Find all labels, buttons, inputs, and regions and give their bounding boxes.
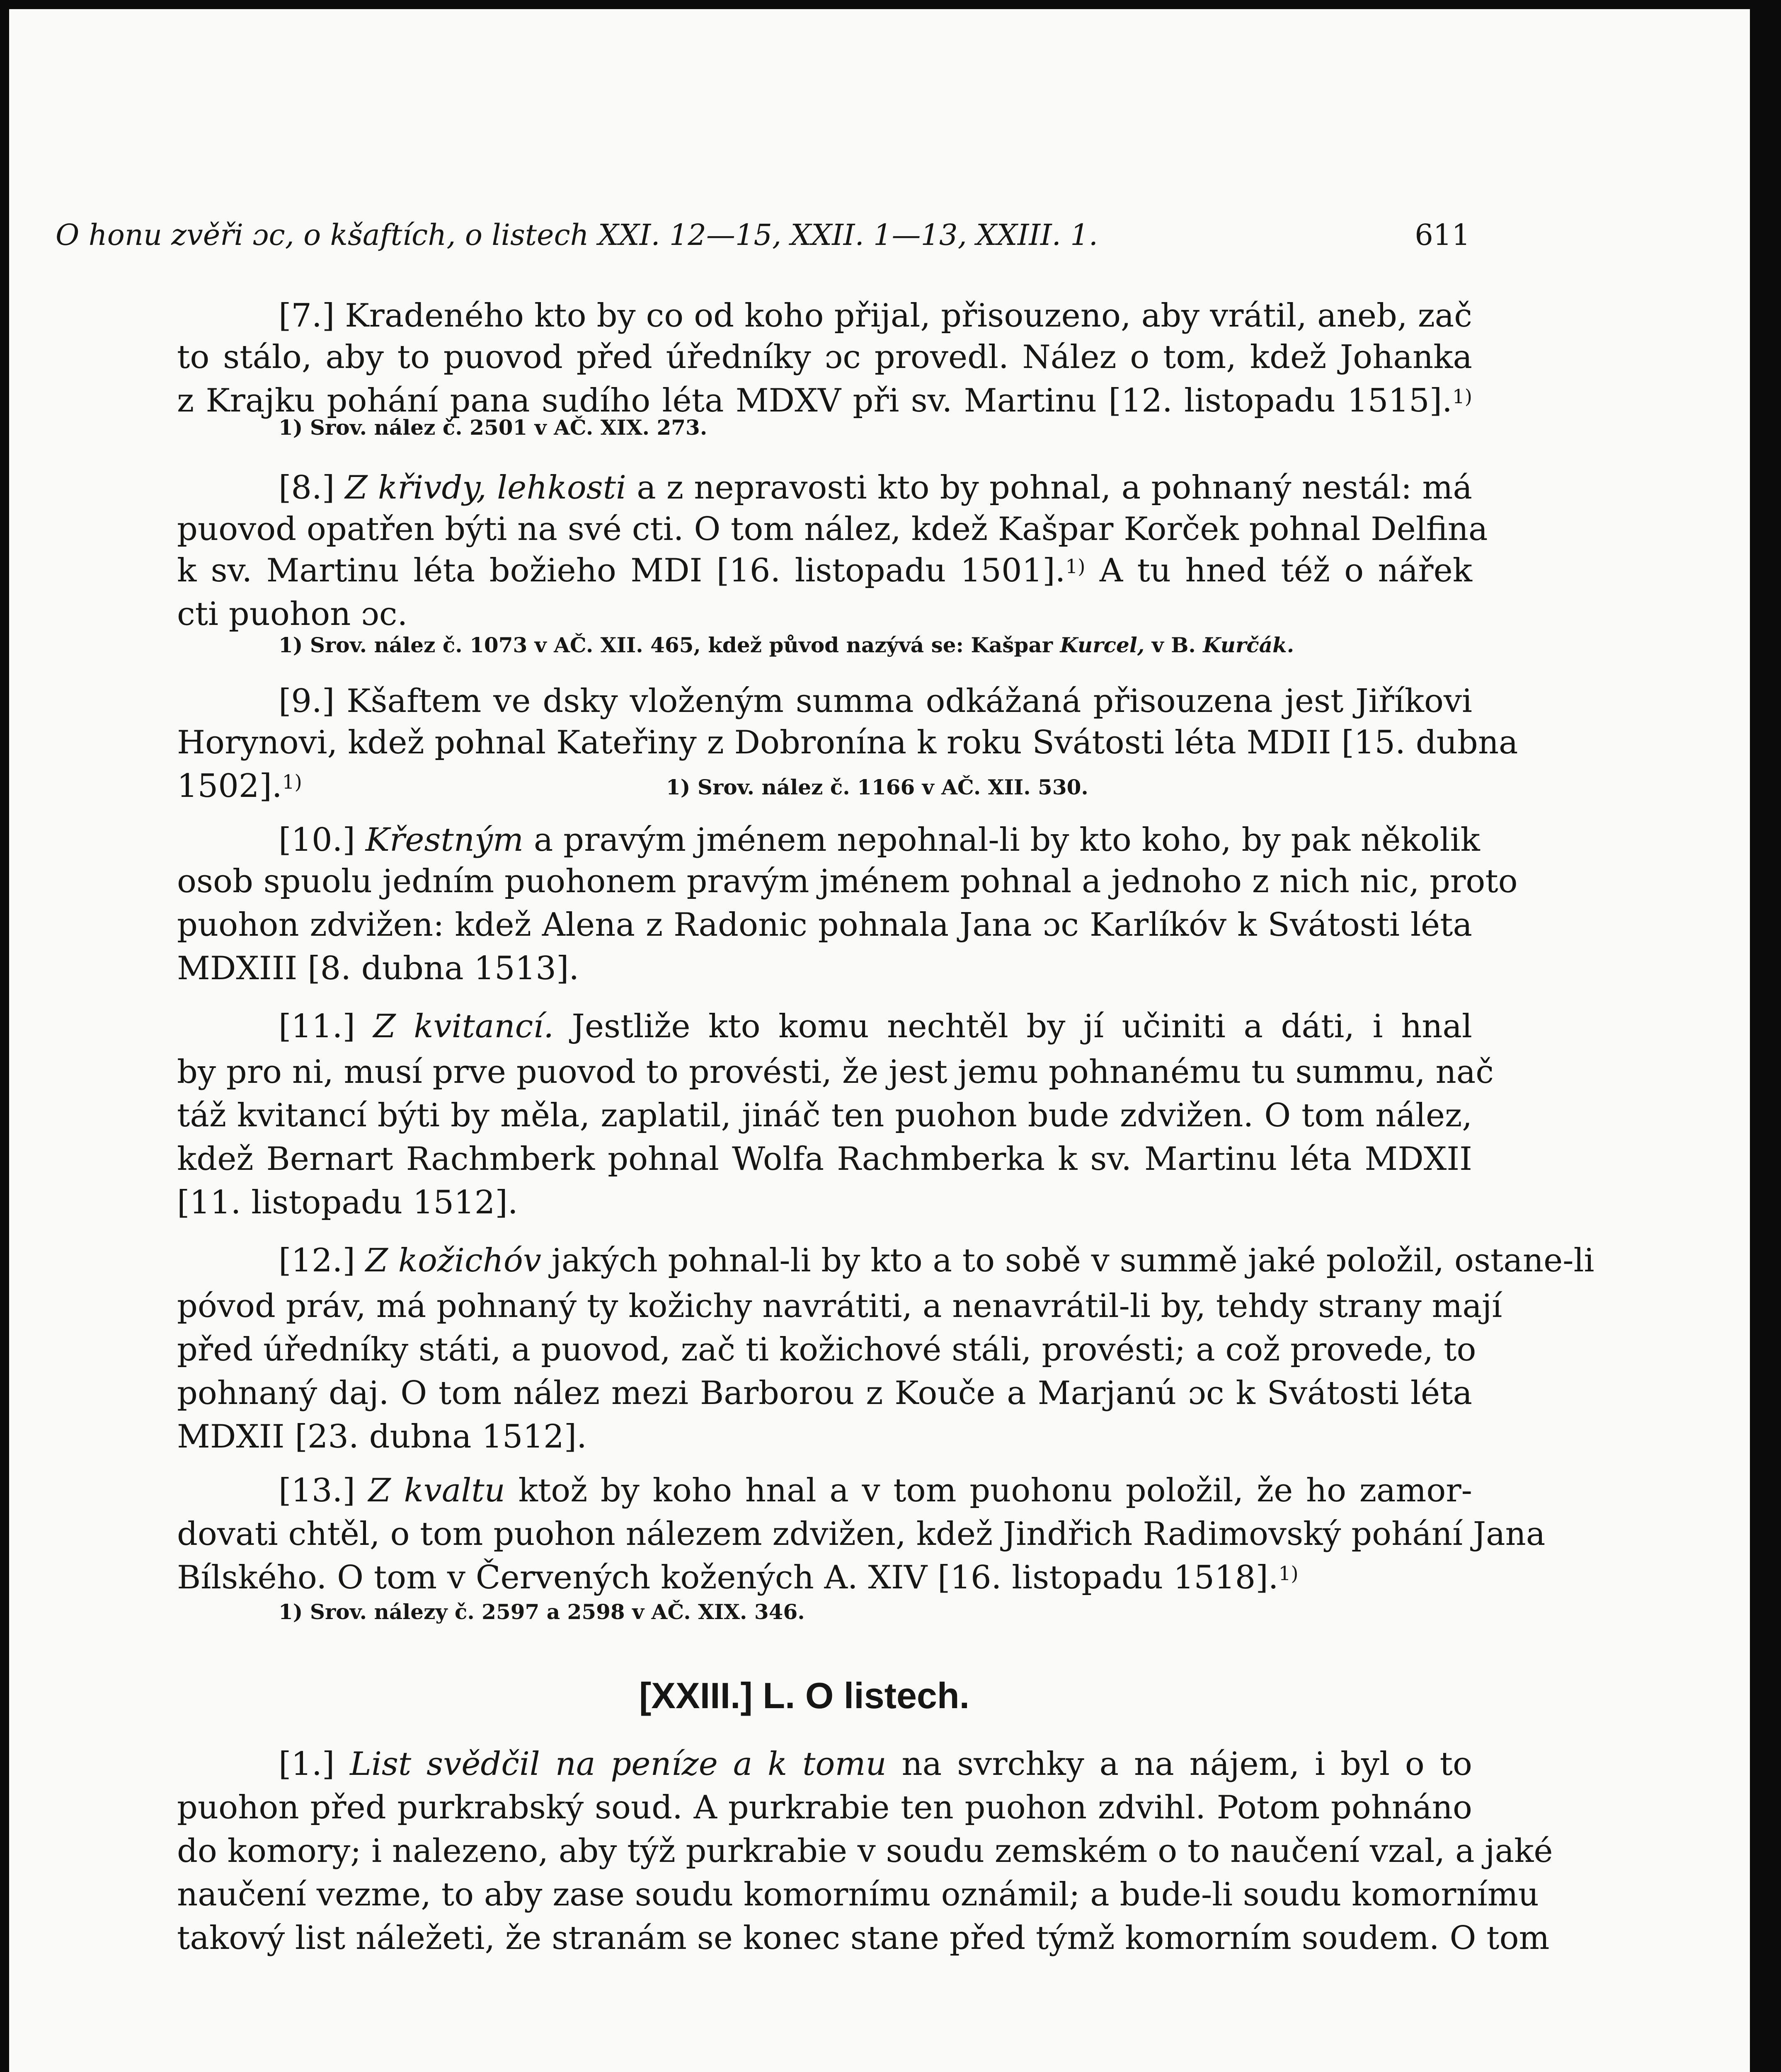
- p7-note-ref: 1): [1452, 385, 1472, 408]
- p12-line-5: MDXII [23. dubna 1512].: [177, 1418, 587, 1455]
- p9-line-3: [177, 765, 384, 807]
- book-page: [9, 9, 1750, 2072]
- p11-line-4: kdež Bernart Rachmberk pohnal Wolfa Rachmberka k sv. Martinu léta MDXII: [177, 1140, 1472, 1178]
- p8-line-3a: k sv. Martinu léta božieho MDI [16. listopadu 1501].: [177, 552, 1066, 589]
- p9-line-3-text: 1502].: [177, 767, 282, 805]
- p10-heading: Křestným: [365, 821, 524, 859]
- p13-heading: Z kvaltu: [368, 1472, 505, 1509]
- l1-line-4: naučení vezme, to aby zase soudu komornímu oznámil; a bude-li soudu komornímu: [177, 1876, 1539, 1913]
- p12-heading: Z kožichóv: [365, 1242, 541, 1279]
- p8-number: [8.]: [279, 469, 335, 506]
- p10-line-2: osob spuolu jedním puohonem pravým jménem pohnal a jednoho z nich nic, proto: [177, 863, 1518, 900]
- l1-number: [1.]: [279, 1745, 335, 1783]
- p11-heading: Z kvitancí.: [373, 1008, 554, 1045]
- p9-line-1: [9.] Kšaftem ve dsky vloženým summa odkážaná přisouzena jest Jiříkovi: [279, 683, 1472, 720]
- p12-line-1-text: jakých pohnal-li by kto a to sobě v summě jaké položil, ostane-li: [551, 1242, 1594, 1279]
- p8-line-3b: A tu hned též o nářek: [1099, 552, 1473, 589]
- p8-line-3: [177, 550, 1472, 591]
- p12-line-3: před úředníky státi, a puovod, zač ti kožichové stáli, provésti; a což provede, to: [177, 1331, 1476, 1368]
- p13-line-3: [177, 1557, 1472, 1598]
- p13-number: [13.]: [279, 1472, 355, 1509]
- p10-line-3: puohon zdvižen: kdež Alena z Radonic pohnala Jana ɔc Karlíkóv k Svátosti léta: [177, 906, 1472, 944]
- p9-footnote: 1) Srov. nález č. 1166 v AČ. XII. 530.: [666, 775, 1088, 799]
- l1-line-2: puohon před purkrabský soud. A purkrabie ten puohon zdvihl. Potom pohnáno: [177, 1789, 1472, 1826]
- l1-line-1-text: na svrchky a na nájem, i byl o to: [901, 1745, 1472, 1783]
- p8-footnote-it1: Kurcel,: [1060, 633, 1145, 657]
- p11-line-3: táž kvitancí býti by měla, zaplatil, jináč ten puohon bude zdvižen. O tom nález,: [177, 1097, 1472, 1134]
- p10-line-1-text: a pravým jménem nepohnal-li by kto koho, by pak několik: [533, 821, 1480, 859]
- p10-number: [10.]: [279, 821, 355, 859]
- p9-line-2: Horynovi, kdež pohnal Kateřiny z Dobronína k roku Svátosti léta MDII [15. dubna: [177, 724, 1518, 761]
- p8-footnote: [279, 633, 1294, 658]
- p8-footnote-a: 1) Srov. nález č. 1073 v AČ. XII. 465, kdež původ nazývá se: Kašpar: [279, 633, 1053, 657]
- l1-line-1: [279, 1743, 1472, 1785]
- p13-line-1: [279, 1470, 1472, 1511]
- p13-note-ref: 1): [1278, 1562, 1299, 1585]
- p7-line-1: [7.] Kradeného kto by co od koho přijal, přisouzeno, aby vrátil, aneb, zač: [279, 297, 1472, 334]
- p8-footnote-b: v B.: [1151, 633, 1196, 657]
- l1-heading: List svědčil na peníze a k tomu: [350, 1745, 887, 1783]
- p8-line-1-text: a z nepravosti kto by pohnal, a pohnaný nestál: má: [637, 469, 1472, 506]
- l1-line-3: do komory; i nalezeno, aby týž purkrabie v soudu zemském o to naučení vzal, a jaké: [177, 1832, 1553, 1870]
- p13-line-3-text: Bílského. O tom v Červených kožených A. XIV [16. listopadu 1518].: [177, 1559, 1279, 1596]
- p7-footnote: 1) Srov. nález č. 2501 v AČ. XIX. 273.: [279, 415, 708, 440]
- p8-line-1: [279, 467, 1472, 508]
- p9-note-ref: 1): [282, 771, 302, 794]
- p10-line-1: [279, 819, 1480, 861]
- running-title: O honu zvěři ɔc, o kšaftích, o listech XXI. 12—15, XXII. 1—13, XXIII. 1.: [56, 218, 1098, 252]
- page-number: 611: [1415, 218, 1470, 252]
- p11-line-5: [11. listopadu 1512].: [177, 1184, 518, 1221]
- p8-note-ref: 1): [1065, 555, 1086, 578]
- p11-number: [11.]: [279, 1008, 355, 1045]
- p12-line-2: póvod práv, má pohnaný ty kožichy navrátiti, a nenavrátil-li by, tehdy strany mají: [177, 1288, 1502, 1325]
- p7-line-2: to stálo, aby to puovod před úředníky ɔc provedl. Nález o tom, kdež Johanka: [177, 339, 1472, 376]
- p11-line-2: by pro ni, musí prve puovod to provésti, že jest jemu pohnanému tu summu, nač: [177, 1053, 1494, 1091]
- p12-line-4: pohnaný daj. O tom nález mezi Barborou z Kouče a Marjanú ɔc k Svátosti léta: [177, 1375, 1472, 1412]
- p11-line-1: [279, 1006, 1472, 1047]
- l1-line-5: takový list náležeti, že stranám se konec stane před týmž komorním soudem. O tom: [177, 1920, 1550, 1957]
- p13-line-2: dovati chtěl, o tom puohon nálezem zdvižen, kdež Jindřich Radimovský pohání Jana: [177, 1515, 1546, 1553]
- p8-heading: Z křivdy, lehkosti: [345, 469, 626, 506]
- p12-number: [12.]: [279, 1242, 355, 1279]
- p8-line-4: cti puohon ɔc.: [177, 595, 408, 633]
- p11-line-1-text: Jestliže kto komu nechtěl by jí učiniti a dáti, i hnal: [572, 1008, 1472, 1045]
- p7-line-3-text: z Krajku pohání pana sudího léta MDXV při sv. Martinu [12. listopadu 1515].: [177, 382, 1452, 419]
- p12-line-1: [279, 1240, 1594, 1281]
- p13-line-1-text: ktož by koho hnal a v tom puohonu položil, že ho zamor-: [518, 1472, 1473, 1509]
- p8-footnote-it2: Kurčák.: [1203, 633, 1294, 657]
- p13-footnote: 1) Srov. nálezy č. 2597 a 2598 v AČ. XIX. 346.: [279, 1600, 805, 1624]
- p8-line-2: puovod opatřen býti na své cti. O tom nález, kdež Kašpar Korček pohnal Delfina: [177, 511, 1488, 548]
- section-title: [XXIII.] L. O listech.: [639, 1675, 970, 1716]
- p10-line-4: MDXIII [8. dubna 1513].: [177, 950, 579, 987]
